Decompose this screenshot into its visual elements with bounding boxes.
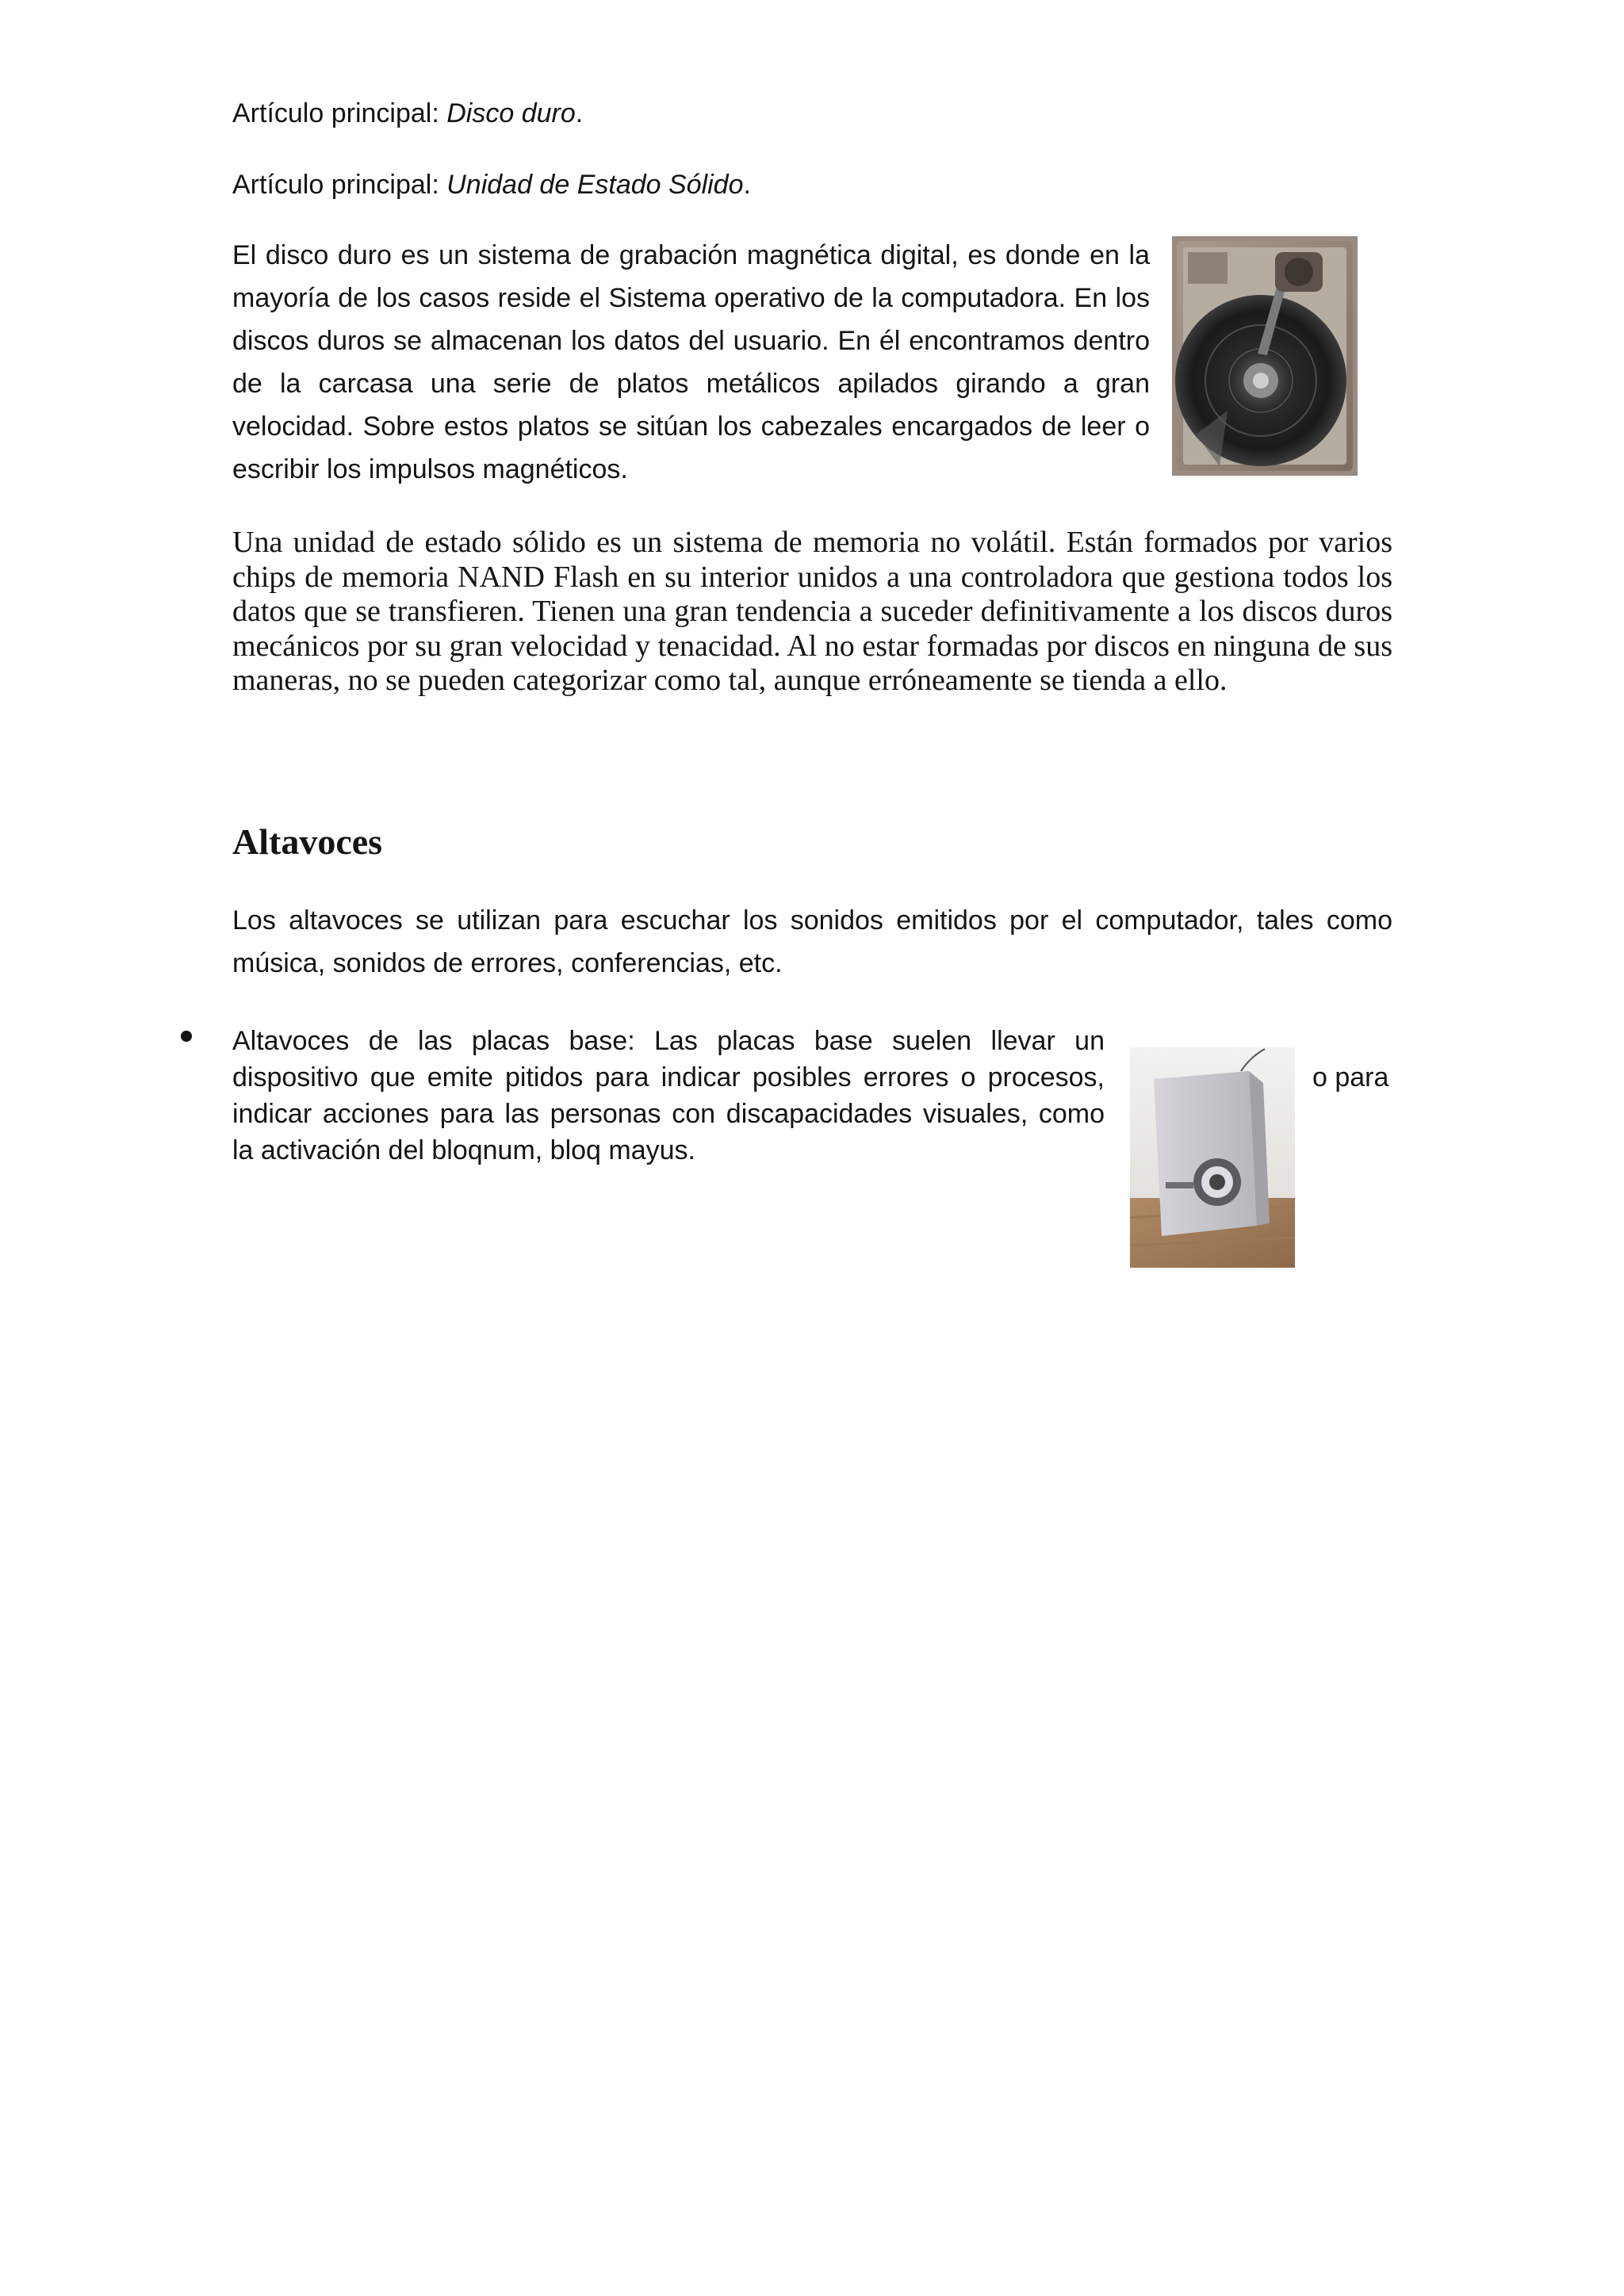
hard-disk-photo [1172,236,1358,476]
bullet-point [181,1031,192,1042]
speakers-intro-paragraph: Los altavoces se utilizan para escuchar los sonidos emitidos por el computador, tales como música, sonidos de errores, conferencias, etc. [232,905,1392,978]
ssd-paragraph: Una unidad de estado sólido es un sistema de memoria no volátil. Están formados por varios chips de memoria NAND Flash en su interior unidos a una controladora que gestiona todos los datos que se transfieren. Tienen una gran tendencia a suceder definitivamente a los discos duros mecánicos por su gran velocidad y tenacidad. Al no estar formadas por discos en ninguna de sus maneras, no se pueden categorizar como tal, aunque erróneamente se tienda a ello. [232,526,1392,697]
hard-disk-paragraph: El disco duro es un sistema de grabación magnética digital, es donde en la mayoría de los casos reside el Sistema operativo de la computadora. En los discos duros se almacenan los datos del usuario. En él encontramos dentro de la carcasa una serie de platos metálicos apilados girando a gran velocidad. Sobre estos platos se sitúan los cabezales encargados de leer o escribir los impulsos magnéticos. [232,240,1150,484]
speakers-bullet-continuation: o para [1312,1062,1389,1093]
article-link-disco-duro[interactable]: Disco duro [446,98,576,128]
speaker-photo [1130,1047,1295,1268]
article-link-ssd[interactable]: Unidad de Estado Sólido [446,170,744,200]
section-heading-altavoces: Altavoces [232,821,383,862]
speakers-bullet-item: Altavoces de las placas base: Las placas base suelen llevar un dispositivo que emite pitidos para indicar posibles errores o procesos, indicar acciones para las personas con discapacidades visuales, como la activación del bloqnum, bloq mayus. [232,1026,1105,1165]
main-article-reference: Artículo principal: Unidad de Estado Sólido. [232,170,751,200]
main-article-reference: Artículo principal: Disco duro. [232,98,584,128]
